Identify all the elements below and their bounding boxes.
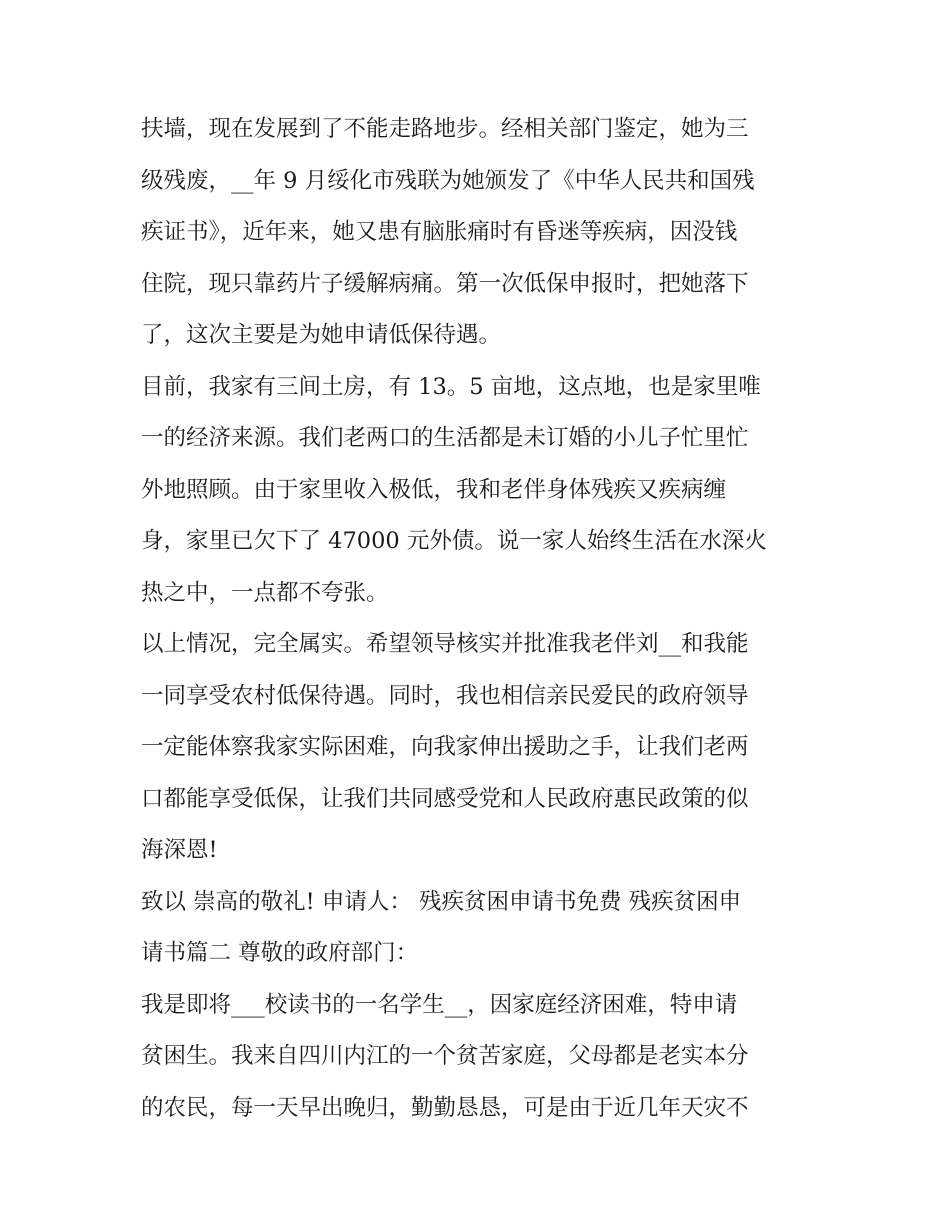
text-line: 贫困生。我来自四川内江的一个贫苦家庭，父母都是老实本分 xyxy=(141,1043,749,1069)
text-line: 致以 崇高的敬礼! 申请人： 残疾贫困申请书免费 残疾贫困申 xyxy=(141,888,742,915)
text-line: 扶墙，现在发展到了不能走路地步。经相关部门鉴定，她为三 xyxy=(141,116,749,142)
text-line: 外地照顾。由于家里收入极低，我和老伴身体残疾又疾病缠 xyxy=(141,476,727,503)
document-body xyxy=(141,108,821,1138)
text-line: 了，这次主要是为她申请低保待遇。 xyxy=(141,322,502,348)
text-line: 请书篇二 尊敬的政府部门： xyxy=(141,940,419,966)
text-line: 海深恩! xyxy=(141,837,218,863)
text-line: 级残废，__年 9 月绥化市残联为她颁发了《中华人民共和国残 xyxy=(141,167,755,194)
text-line: 一同享受农村低保待遇。同时，我也相信亲民爱民的政府领导 xyxy=(141,682,749,709)
text-line: 的农民，每一天早出晚归，勤勤恳恳，可是由于近几年天灾不 xyxy=(141,1094,749,1121)
text-line: 一定能体察我家实际困难，向我家伸出援助之手，让我们老两 xyxy=(141,734,749,760)
text-line: 我是即将___校读书的一名学生__，因家庭经济困难，特申请 xyxy=(141,991,738,1018)
text-line: 一的经济来源。我们老两口的生活都是未订婚的小儿子忙里忙 xyxy=(141,425,749,451)
text-line: 身，家里已欠下了 47000 元外债。说一家人始终生活在水深火 xyxy=(141,528,767,554)
text-line: 住院，现只靠药片子缓解病痛。第一次低保申报时，把她落下 xyxy=(141,270,749,297)
text-line: 目前，我家有三间土房，有 13。5 亩地，这点地，也是家里唯 xyxy=(141,373,761,400)
text-line: 热之中，一点都不夸张。 xyxy=(141,579,389,606)
text-line: 以上情况，完全属实。希望领导核实并批准我老伴刘__和我能 xyxy=(141,631,749,657)
text-line: 疾证书》，近年来，她又患有脑胀痛时有昏迷等疾病，因没钱 xyxy=(141,219,738,245)
text-line: 口都能享受低保，让我们共同感受党和人民政府惠民政策的似 xyxy=(141,785,749,812)
